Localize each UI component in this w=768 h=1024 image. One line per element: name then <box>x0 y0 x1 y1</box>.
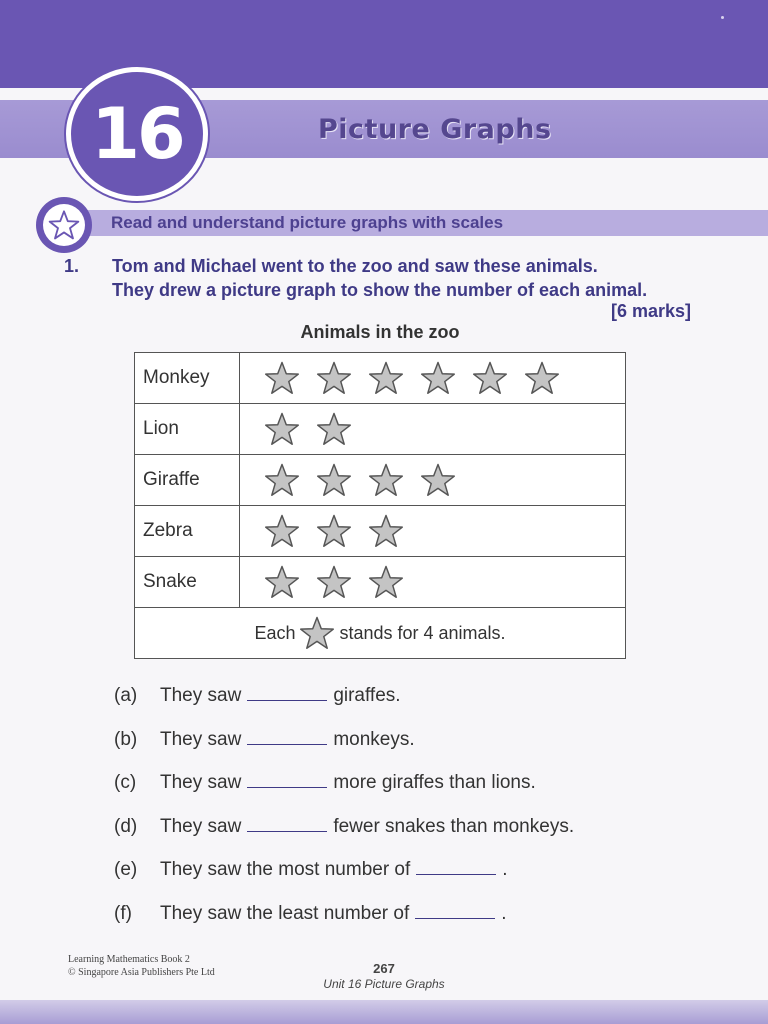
graph-row-label: Monkey <box>135 353 240 403</box>
graph-row-label: Giraffe <box>135 455 240 505</box>
question-line-1: Tom and Michael went to the zoo and saw these animals. <box>112 256 598 276</box>
page-title: Picture Graphs <box>318 114 552 145</box>
question-letter: (a) <box>114 685 138 706</box>
graph-row-label: Snake <box>135 557 240 607</box>
question-text-after: monkeys. <box>333 728 415 750</box>
star-icon <box>420 463 456 497</box>
question-item <box>114 729 415 751</box>
footer-publisher: © Singapore Asia Publishers Pte Ltd <box>68 967 215 978</box>
question-text-before: They saw the least number of <box>160 903 410 924</box>
star-icon <box>368 565 404 599</box>
footer-unit: Unit 16 Picture Graphs <box>323 977 445 991</box>
star-icon <box>368 463 404 497</box>
star-icon <box>316 412 352 446</box>
question-item <box>114 903 507 925</box>
star-icon <box>48 210 80 240</box>
star-icon <box>316 565 352 599</box>
star-icon <box>316 514 352 548</box>
question-number: 1. <box>64 256 80 276</box>
star-icon <box>264 514 300 548</box>
question-text-after: fewer snakes than monkeys. <box>333 815 575 837</box>
star-icon <box>368 361 404 395</box>
question-text-after: . <box>502 859 508 881</box>
question-text-before: They saw <box>160 728 242 750</box>
answer-blank[interactable] <box>247 686 327 701</box>
footer-book: Learning Mathematics Book 2 <box>68 954 190 965</box>
question-item <box>114 859 508 881</box>
star-icon <box>299 616 335 650</box>
marks-label: [6 marks] <box>610 301 691 321</box>
question-letter: (d) <box>114 815 138 837</box>
graph-title: Animals in the zoo <box>300 322 460 342</box>
question-letter: (f) <box>114 903 132 924</box>
graph-rows <box>135 353 625 608</box>
star-icon <box>264 565 300 599</box>
graph-row-stars <box>240 353 560 403</box>
graph-row <box>135 557 625 608</box>
answer-blank[interactable] <box>416 860 496 875</box>
graph-row-stars <box>240 506 404 556</box>
question-text-before: They saw the most number of <box>160 859 411 881</box>
graph-row-stars <box>240 455 456 505</box>
question-item <box>114 816 574 838</box>
header-dot <box>721 16 724 19</box>
answer-blank[interactable] <box>415 904 495 919</box>
star-icon <box>316 463 352 497</box>
section-badge <box>36 197 92 253</box>
question-letter: (c) <box>114 772 137 794</box>
question-item <box>114 772 536 794</box>
answer-blank[interactable] <box>247 730 327 745</box>
footer-band <box>0 1000 768 1024</box>
star-icon <box>420 361 456 395</box>
unit-badge <box>66 67 208 201</box>
graph-key <box>135 608 625 658</box>
unit-number: 16 <box>91 93 183 175</box>
key-suffix: stands for 4 animals. <box>339 622 506 643</box>
answer-blank[interactable] <box>247 817 327 832</box>
graph-row-stars <box>240 404 352 454</box>
question-letter: (b) <box>114 728 138 750</box>
answer-blank[interactable] <box>247 773 327 788</box>
question-text-after: giraffes. <box>333 685 401 706</box>
question-line-2: They drew a picture graph to show the number of each animal. <box>112 280 648 300</box>
star-icon <box>264 412 300 446</box>
graph-row-label: Zebra <box>135 506 240 556</box>
graph-row <box>135 353 625 404</box>
star-icon <box>316 361 352 395</box>
section-badge-inner <box>43 204 85 246</box>
picture-graph <box>134 352 626 659</box>
section-heading: Read and understand picture graphs with scales <box>111 213 504 232</box>
question-item <box>114 685 401 707</box>
graph-row <box>135 455 625 506</box>
star-icon <box>264 361 300 395</box>
star-icon <box>264 463 300 497</box>
question-text-after: more giraffes than lions. <box>333 772 536 794</box>
question-text-before: They saw <box>160 772 242 794</box>
page-number: 267 <box>373 961 395 976</box>
question-text-after: . <box>501 903 507 924</box>
star-icon <box>368 514 404 548</box>
star-icon <box>472 361 508 395</box>
star-icon <box>524 361 560 395</box>
question-text-before: They saw <box>160 815 242 837</box>
key-prefix: Each <box>254 622 296 643</box>
graph-row-label: Lion <box>135 404 240 454</box>
graph-row <box>135 506 625 557</box>
graph-row <box>135 404 625 455</box>
question-letter: (e) <box>114 859 138 881</box>
graph-row-stars <box>240 557 404 607</box>
question-text-before: They saw <box>160 685 242 706</box>
